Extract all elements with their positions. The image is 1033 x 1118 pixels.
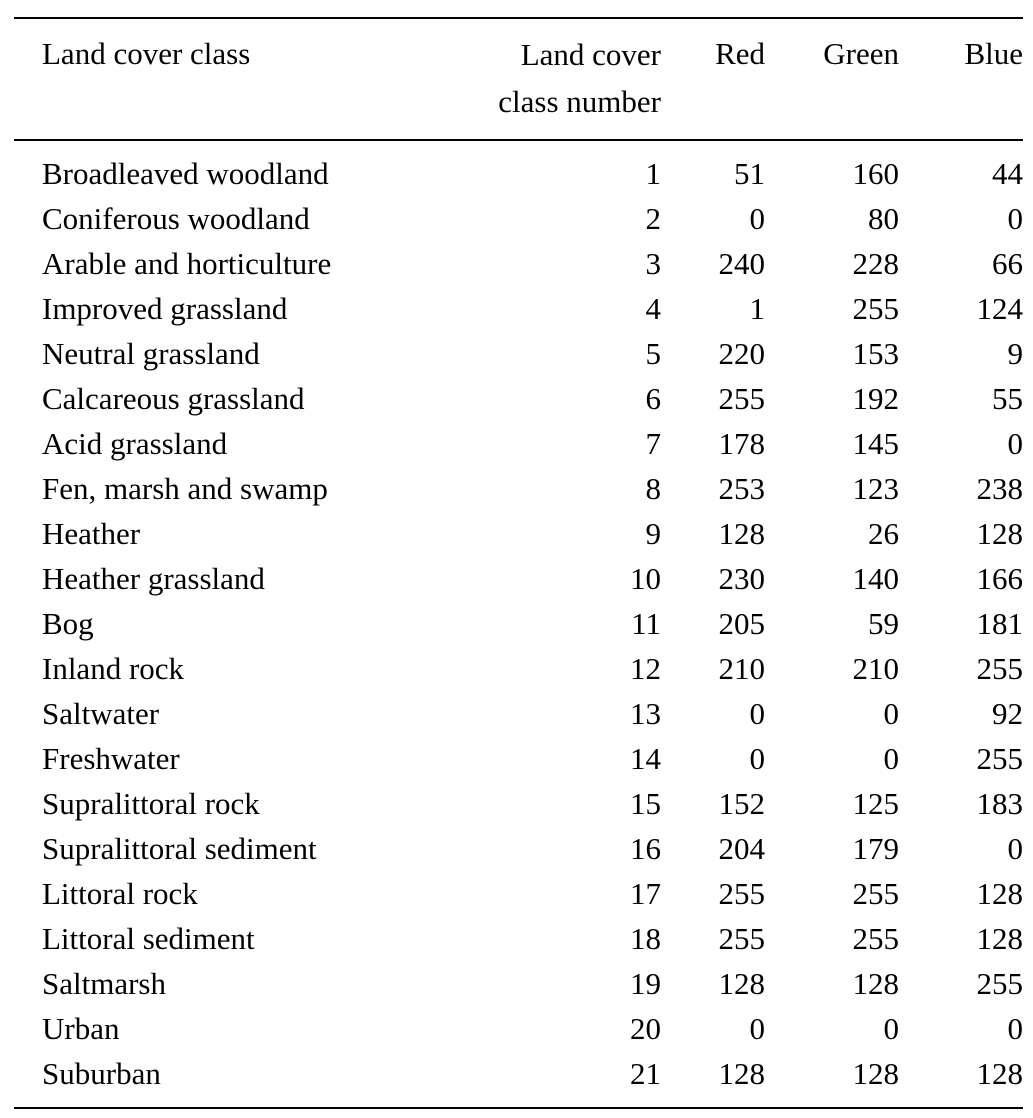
cell-green: 80 xyxy=(868,201,899,236)
table-row xyxy=(14,331,1023,376)
table-row xyxy=(14,871,1023,916)
cell-green: 153 xyxy=(852,336,899,371)
cell-red: 0 xyxy=(749,1011,765,1046)
cell-blue: 44 xyxy=(992,156,1023,191)
table-row xyxy=(14,826,1023,871)
table-row xyxy=(14,196,1023,241)
cell-land-cover-class: Coniferous woodland xyxy=(42,201,310,236)
cell-green: 59 xyxy=(868,606,899,641)
cell-land-cover-class-number: 10 xyxy=(630,561,661,596)
cell-red: 255 xyxy=(718,876,765,911)
cell-green: 255 xyxy=(852,876,899,911)
table-row xyxy=(14,601,1023,646)
cell-red: 128 xyxy=(661,1051,765,1108)
cell-blue: 128 xyxy=(976,921,1023,956)
cell-blue: 181 xyxy=(976,606,1023,641)
cell-red: 255 xyxy=(718,381,765,416)
cell-blue: 9 xyxy=(1007,336,1023,371)
cell-red: 253 xyxy=(718,471,765,506)
cell-green: 179 xyxy=(852,831,899,866)
cell-land-cover-class: Broadleaved woodland xyxy=(42,156,329,191)
cell-red: 128 xyxy=(718,966,765,1001)
cell-land-cover-class-number: 8 xyxy=(645,471,661,506)
cell-green: 0 xyxy=(883,1011,899,1046)
cell-blue: 0 xyxy=(1007,426,1023,461)
cell-green: 0 xyxy=(883,696,899,731)
cell-blue: 0 xyxy=(1007,201,1023,236)
table-row xyxy=(14,421,1023,466)
cell-blue: 255 xyxy=(976,966,1023,1001)
cell-red: 204 xyxy=(718,831,765,866)
cell-land-cover-class-number: 6 xyxy=(645,381,661,416)
cell-land-cover-class: Fen, marsh and swamp xyxy=(42,471,328,506)
table-row xyxy=(14,1006,1023,1051)
column-header-red: Red xyxy=(661,18,765,140)
cell-land-cover-class: Saltwater xyxy=(42,696,160,731)
cell-green: 228 xyxy=(852,246,899,281)
cell-red: 0 xyxy=(749,741,765,776)
table-row xyxy=(14,961,1023,1006)
column-header-land-cover-class: Land cover class xyxy=(14,18,442,140)
cell-land-cover-class: Calcareous grassland xyxy=(42,381,305,416)
table-row xyxy=(14,140,1023,196)
cell-land-cover-class-number: 7 xyxy=(645,426,661,461)
cell-land-cover-class-number: 19 xyxy=(630,966,661,1001)
table-row xyxy=(14,511,1023,556)
cell-blue: 128 xyxy=(976,516,1023,551)
cell-land-cover-class: Supralittoral rock xyxy=(42,786,260,821)
cell-land-cover-class-number: 21 xyxy=(442,1051,661,1108)
cell-red: 205 xyxy=(718,606,765,641)
cell-blue: 66 xyxy=(992,246,1023,281)
cell-green: 160 xyxy=(852,156,899,191)
cell-land-cover-class: Bog xyxy=(42,606,94,641)
cell-land-cover-class-number: 16 xyxy=(630,831,661,866)
cell-blue: 0 xyxy=(1007,831,1023,866)
cell-land-cover-class-number: 20 xyxy=(630,1011,661,1046)
cell-land-cover-class-number: 12 xyxy=(630,651,661,686)
column-header-class-number-line2: class number xyxy=(498,84,661,119)
cell-land-cover-class: Littoral sediment xyxy=(42,921,255,956)
cell-land-cover-class: Heather xyxy=(42,516,141,551)
cell-green: 145 xyxy=(852,426,899,461)
cell-green: 210 xyxy=(852,651,899,686)
cell-green: 255 xyxy=(852,921,899,956)
cell-land-cover-class: Supralittoral sediment xyxy=(42,831,317,866)
cell-land-cover-class: Acid grassland xyxy=(42,426,228,461)
cell-land-cover-class-number: 1 xyxy=(645,156,661,191)
table-row xyxy=(14,736,1023,781)
cell-land-cover-class: Improved grassland xyxy=(42,291,288,326)
cell-land-cover-class-number: 17 xyxy=(630,876,661,911)
table-row xyxy=(14,691,1023,736)
cell-blue: 183 xyxy=(976,786,1023,821)
cell-blue: 124 xyxy=(976,291,1023,326)
cell-blue: 92 xyxy=(992,696,1023,731)
column-header-land-cover-class-number xyxy=(442,18,661,140)
cell-blue: 166 xyxy=(976,561,1023,596)
cell-land-cover-class: Arable and horticulture xyxy=(42,246,332,281)
cell-red: 1 xyxy=(749,291,765,326)
cell-green: 140 xyxy=(852,561,899,596)
table-row xyxy=(14,466,1023,511)
cell-red: 128 xyxy=(718,516,765,551)
cell-land-cover-class-number: 18 xyxy=(630,921,661,956)
cell-land-cover-class: Neutral grassland xyxy=(42,336,260,371)
cell-red: 152 xyxy=(718,786,765,821)
cell-green: 0 xyxy=(883,741,899,776)
cell-blue: 255 xyxy=(976,741,1023,776)
table-header xyxy=(14,18,1023,140)
cell-land-cover-class-number: 5 xyxy=(645,336,661,371)
cell-blue: 238 xyxy=(976,471,1023,506)
cell-land-cover-class: Suburban xyxy=(14,1051,442,1108)
table-header-row xyxy=(14,18,1023,140)
cell-red: 220 xyxy=(718,336,765,371)
cell-blue: 0 xyxy=(1007,1011,1023,1046)
column-header-class-number-line1: Land cover xyxy=(520,37,661,72)
cell-land-cover-class: Saltmarsh xyxy=(42,966,166,1001)
cell-blue: 128 xyxy=(899,1051,1023,1108)
land-cover-class-table xyxy=(14,17,1023,1109)
cell-red: 0 xyxy=(749,201,765,236)
cell-land-cover-class-number: 11 xyxy=(631,606,661,641)
cell-land-cover-class: Inland rock xyxy=(42,651,185,686)
cell-red: 240 xyxy=(718,246,765,281)
table-row xyxy=(14,781,1023,826)
cell-blue: 55 xyxy=(992,381,1023,416)
cell-green: 192 xyxy=(852,381,899,416)
cell-green: 128 xyxy=(765,1051,899,1108)
cell-green: 255 xyxy=(852,291,899,326)
cell-red: 210 xyxy=(718,651,765,686)
column-header-blue: Blue xyxy=(899,18,1023,140)
cell-land-cover-class: Heather grassland xyxy=(42,561,265,596)
cell-red: 0 xyxy=(749,696,765,731)
cell-red: 230 xyxy=(718,561,765,596)
cell-green: 26 xyxy=(868,516,899,551)
table-row xyxy=(14,916,1023,961)
cell-land-cover-class: Freshwater xyxy=(42,741,180,776)
cell-green: 123 xyxy=(852,471,899,506)
cell-land-cover-class-number: 4 xyxy=(645,291,661,326)
table-row xyxy=(14,376,1023,421)
cell-red: 178 xyxy=(718,426,765,461)
table-row xyxy=(14,286,1023,331)
cell-land-cover-class-number: 15 xyxy=(630,786,661,821)
table-row xyxy=(14,1051,1023,1108)
cell-land-cover-class: Urban xyxy=(42,1011,120,1046)
cell-red: 51 xyxy=(734,156,765,191)
land-cover-table-container xyxy=(14,17,1023,1109)
table-row xyxy=(14,241,1023,286)
cell-green: 125 xyxy=(852,786,899,821)
cell-red: 255 xyxy=(718,921,765,956)
cell-land-cover-class: Littoral rock xyxy=(42,876,198,911)
cell-blue: 255 xyxy=(976,651,1023,686)
cell-land-cover-class-number: 2 xyxy=(645,201,661,236)
table-body xyxy=(14,140,1023,1108)
table-row xyxy=(14,556,1023,601)
cell-land-cover-class-number: 14 xyxy=(630,741,661,776)
cell-land-cover-class-number: 13 xyxy=(630,696,661,731)
column-header-green: Green xyxy=(765,18,899,140)
cell-blue: 128 xyxy=(976,876,1023,911)
cell-green: 128 xyxy=(852,966,899,1001)
cell-land-cover-class-number: 9 xyxy=(645,516,661,551)
cell-land-cover-class-number: 3 xyxy=(645,246,661,281)
table-row xyxy=(14,646,1023,691)
